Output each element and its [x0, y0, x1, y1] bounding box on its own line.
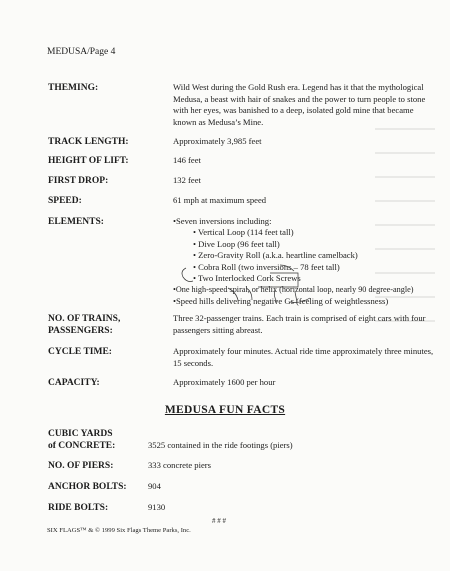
page-header: MEDUSA/Page 4 [47, 47, 116, 57]
footer-copyright: SIX FLAGS™ & © 1999 Six Flags Theme Parks, Inc. [47, 527, 191, 534]
concrete-value: 3525 contained in the ride footings (piers) [148, 440, 293, 450]
first-drop-value: 132 feet [173, 175, 201, 185]
ride-bolts-label: RIDE BOLTS: [48, 503, 109, 513]
concrete-label-line2: of CONCRETE: [48, 441, 116, 451]
speed-label: SPEED: [48, 196, 82, 206]
end-mark: # # # [212, 517, 226, 525]
fun-facts-title: MEDUSA FUN FACTS [164, 404, 286, 416]
capacity-label: CAPACITY: [48, 378, 100, 388]
trains-label-line2: PASSENGERS: [48, 326, 113, 336]
theming-value: Wild West during the Gold Rush era. Legend has it that the mythological Medusa, a beast with hair of snakes and the power to turn people to stone with her eyes, was banished to a deep, isolated gold mine that became known as Medusa’s Mine. [173, 82, 426, 127]
elements-label: ELEMENTS: [48, 217, 104, 227]
height-of-lift-label: HEIGHT OF LIFT: [48, 156, 129, 166]
anchor-bolts-label: ANCHOR BOLTS: [48, 482, 127, 492]
concrete-label-line1: CUBIC YARDS [48, 429, 113, 439]
ride-bolts-value: 9130 [148, 502, 166, 512]
trains-value: Three 32-passenger trains. Each train is comprised of eight cars with four passengers sitting abreast. [173, 313, 426, 335]
elements-line: • Two Interlocked Cork Screws [193, 273, 301, 284]
elements-line: • Vertical Loop (114 feet tall) [193, 227, 294, 238]
elements-line: •Seven inversions including: [173, 216, 272, 226]
speed-value: 61 mph at maximum speed [173, 195, 267, 205]
elements-line: • Dive Loop (96 feet tall) [193, 238, 280, 249]
capacity-value: Approximately 1600 per hour [173, 377, 276, 387]
track-length-value: Approximately 3,985 feet [173, 136, 262, 146]
cycle-time-value: Approximately four minutes. Actual ride time approximately three minutes, 15 seconds. [173, 346, 434, 368]
piers-label: NO. OF PIERS: [48, 461, 114, 471]
cycle-time-label: CYCLE TIME: [48, 347, 112, 357]
elements-list [173, 216, 448, 307]
elements-line: • Zero-Gravity Roll (a.k.a. heartline camelback) [193, 250, 358, 261]
track-length-label: TRACK LENGTH: [48, 137, 129, 147]
elements-line: • Cobra Roll (two inversions – 78 feet tall) [193, 261, 340, 272]
trains-label [48, 313, 173, 337]
elements-line: •Speed hills delivering negative Gs (feeling of weightlessness) [173, 295, 389, 306]
piers-value: 333 concrete piers [148, 460, 211, 470]
first-drop-label: FIRST DROP: [48, 176, 109, 186]
elements-line: •One high-speed spiral, or helix (horizontal loop, nearly 90 degree-angle) [173, 285, 414, 295]
anchor-bolts-value: 904 [148, 481, 161, 491]
trains-label-line1: NO. OF TRAINS, [48, 314, 121, 324]
height-of-lift-value: 146 feet [173, 155, 201, 165]
theming-label: THEMING: [48, 83, 99, 93]
